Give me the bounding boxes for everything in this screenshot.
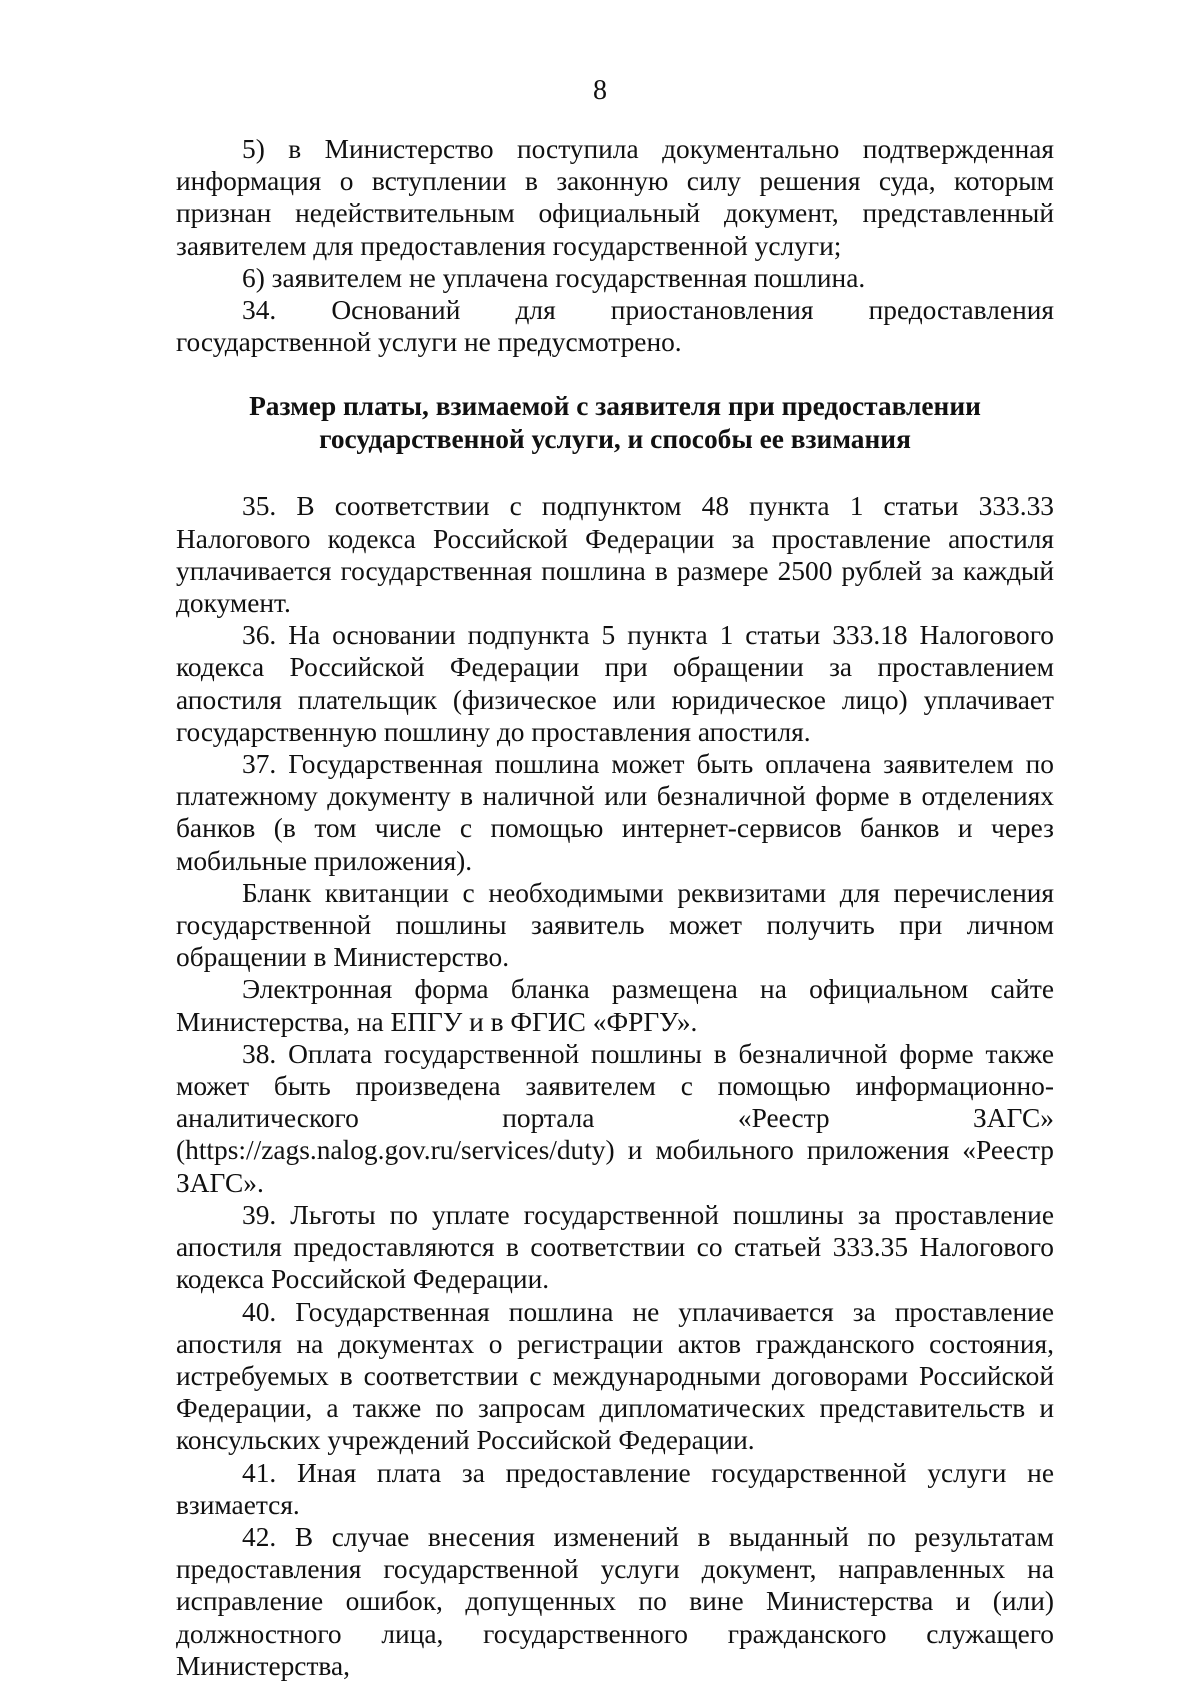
paragraph-38: 38. Оплата государственной пошлины в безналичной форме также может быть произведена заявителем с помощью информационно-аналитического портала «Реестр ЗАГС» (https://zags.nalog.gov.ru/services/duty) и мобильного приложения «Реестр ЗАГС». [176, 1038, 1054, 1198]
section-title-line-1: Размер платы, взимаемой с заявителя при предоставлении [249, 391, 981, 422]
section-title-line-2: государственной услуги, и способы ее взимания [319, 424, 911, 455]
section-title [176, 390, 1054, 456]
paragraph-40: 40. Государственная пошлина не уплачивается за проставление апостиля на документах о регистрации актов гражданского состояния, истребуемых в соответствии с международными договорами Российской Федерации, а также по запросам дипломатических представительств и консульских учреждений Российской Федерации. [176, 1296, 1054, 1456]
paragraph-electronic-form: Электронная форма бланка размещена на официальном сайте Министерства, на ЕПГУ и в ФГИС «ФРГУ». [176, 974, 1054, 1037]
paragraph-34: 34. Оснований для приостановления предоставления государственной услуги не предусмотрено. [176, 295, 1054, 358]
page-number: 8 [593, 75, 607, 106]
paragraph-35: 35. В соответствии с подпунктом 48 пункта 1 статьи 333.33 Налогового кодекса Российской Федерации за проставление апостиля уплачивается государственная пошлина в размере 2500 рублей за каждый документ. [176, 491, 1054, 619]
paragraph-6: 6) заявителем не уплачена государственная пошлина. [242, 262, 866, 293]
paragraph-42: 42. В случае внесения изменений в выданный по результатам предоставления государственной услуги документ, направленных на исправление ошибок, допущенных по вине Министерства и (или) должностного лица, государственного гражданского служащего Министерства, [176, 1521, 1054, 1681]
paragraph-5: 5) в Министерство поступила документально подтвержденная информация о вступлении в законную силу решения суда, которым признан недействительным официальный документ, представленный заявителем для предоставления государственной услуги; [176, 134, 1054, 261]
paragraph-36: 36. На основании подпункта 5 пункта 1 статьи 333.18 Налогового кодекса Российской Федерации при обращении за проставлением апостиля плательщик (физическое или юридическое лицо) уплачивает государственную пошлину до проставления апостиля. [176, 620, 1054, 747]
paragraph-37: 37. Государственная пошлина может быть оплачена заявителем по платежному документу в наличной или безналичной форме в отделениях банков (в том числе с помощью интернет-сервисов банков и через мобильные приложения). [176, 749, 1054, 876]
paragraph-41: 41. Иная плата за предоставление государственной услуги не взимается. [176, 1457, 1054, 1520]
paragraph-blank-form: Бланк квитанции с необходимыми реквизитами для перечисления государственной пошлины заявитель может получить при личном обращении в Министерство. [176, 877, 1054, 973]
paragraph-39: 39. Льготы по уплате государственной пошлины за проставление апостиля предоставляются в соответствии со статьей 333.35 Налогового кодекса Российской Федерации. [176, 1199, 1054, 1295]
document-body [176, 133, 1054, 1682]
